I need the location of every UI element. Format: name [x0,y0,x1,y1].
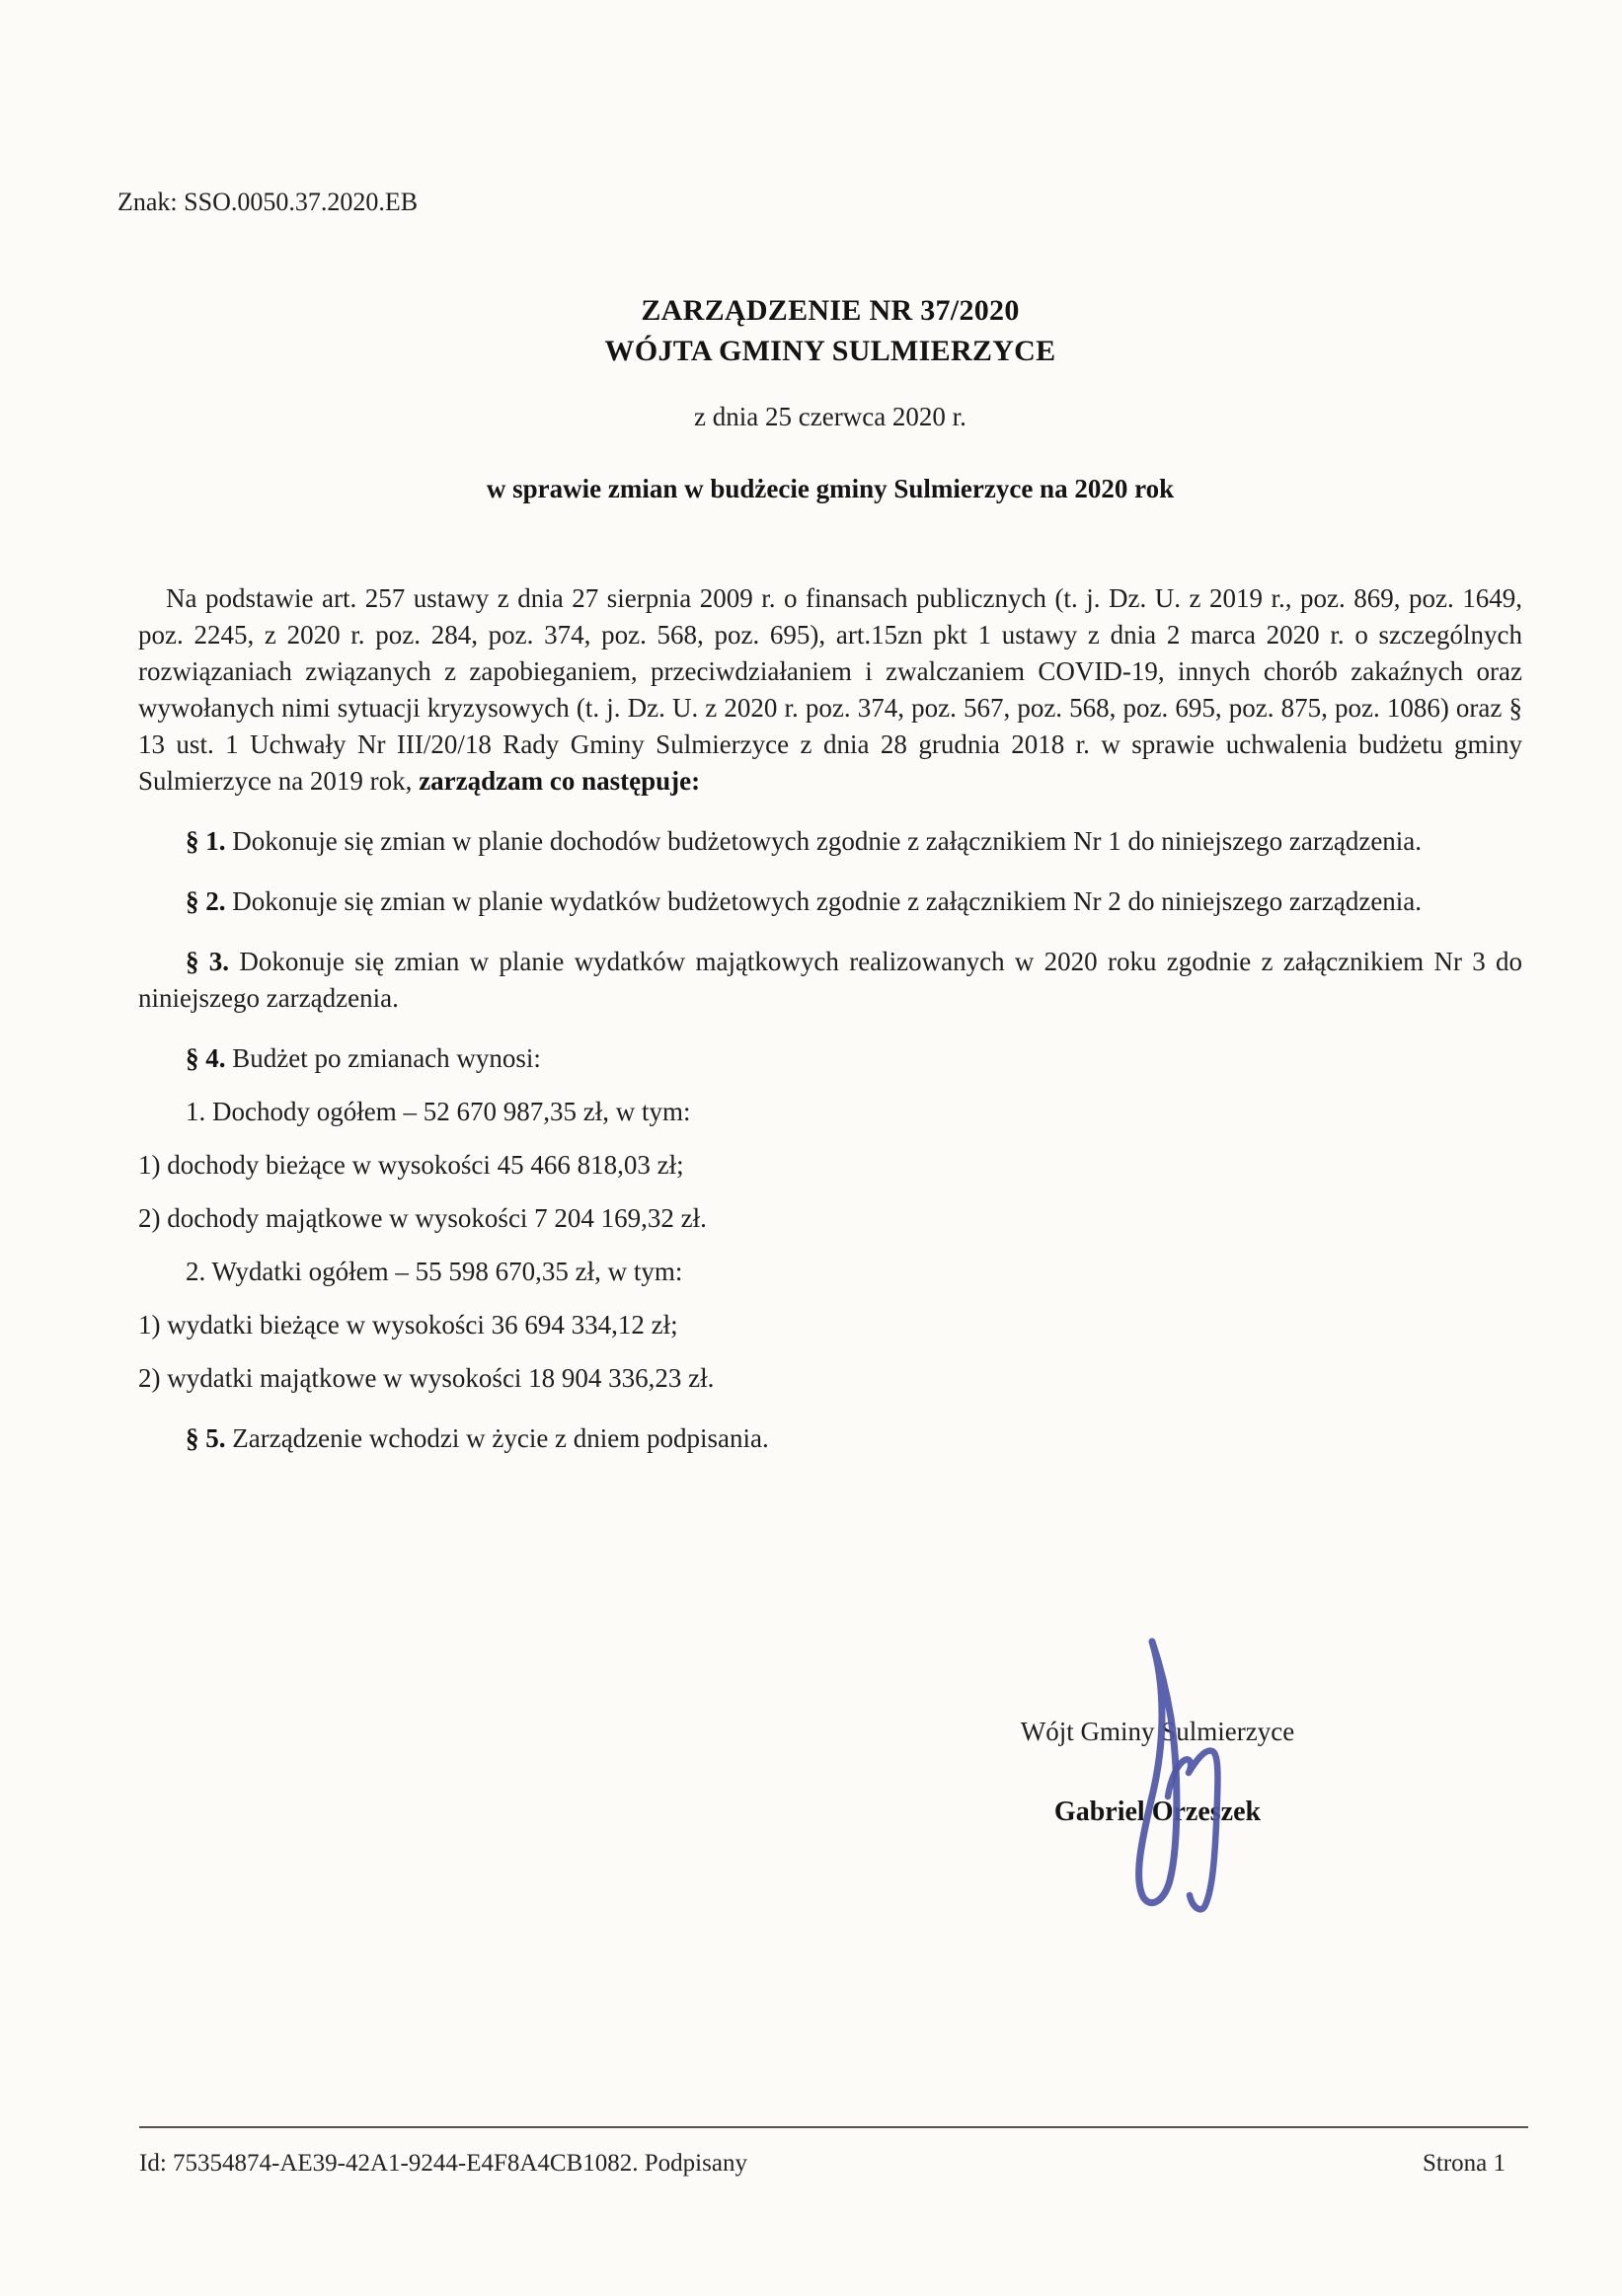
budget-item: 1. Dochody ogółem – 52 670 987,35 zł, w tym: [186,1097,691,1126]
paragraph-4 [138,1040,1522,1077]
document-title-line2: WÓJTA GMINY SULMIERZYCE [604,335,1056,367]
preamble-paragraph [138,580,1522,800]
document-body [138,580,1522,1457]
budget-item: 2) dochody majątkowe w wysokości 7 204 169,32 zł. [138,1203,707,1233]
paragraph-2-label: § 2. [186,886,226,916]
document-title-line1: ZARZĄDZENIE NR 37/2020 [641,294,1020,327]
budget-item: 2) wydatki majątkowe w wysokości 18 904 336,23 zł. [138,1363,715,1393]
signer-role: Wójt Gminy Sulmierzyce [1020,1717,1295,1746]
paragraph-1-label: § 1. [186,826,226,856]
preamble-closing: zarządzam co następuje: [419,766,701,796]
paragraph-2 [138,883,1522,920]
paragraph-4-text: Budżet po zmianach wynosi: [232,1043,541,1073]
budget-item: 2. Wydatki ogółem – 55 598 670,35 zł, w tym: [186,1257,683,1286]
footer-page-number: Strona 1 [1422,2150,1506,2177]
footer-document-id: Id: 75354874-AE39-42A1-9244-E4F8A4CB1082. Podpisany [139,2150,747,2177]
document-date: z dnia 25 czerwca 2020 r. [694,402,966,431]
paragraph-1-text: Dokonuje się zmian w planie dochodów budżetowych zgodnie z załącznikiem Nr 1 do niniejszego zarządzenia. [232,826,1423,856]
paragraph-5 [138,1420,1522,1457]
signer-name: Gabriel Orzeszek [1053,1797,1262,1827]
budget-item: 1) dochody bieżące w wysokości 45 466 818,03 zł; [138,1150,684,1180]
paragraph-3-label: § 3. [186,947,230,976]
paragraph-5-label: § 5. [186,1423,226,1453]
preamble-text: Na podstawie art. 257 ustawy z dnia 27 sierpnia 2009 r. o finansach publicznych (t. j. Dz. U. z 2019 r., poz. 869, poz. 1649, poz. 2245, z 2020 r. poz. 284, poz. 374, poz. 568, poz. 695), art.15zn pkt 1 ustawy z dnia 2 marca 2020 r. o szczególnych rozwiązaniach związanych z zapobieganiem, przeciwdziałaniem i zwalczaniem COVID-19, innych chorób zakaźnych oraz wywołanych nimi sytuacji kryzysowych (t. j. Dz. U. z 2020 r. poz. 374, poz. 567, poz. 568, poz. 695, poz. 875, poz. 1086) oraz § 13 ust. 1 Uchwały Nr III/20/18 Rady Gminy Sulmierzyce z dnia 28 grudnia 2018 r. w sprawie uchwalenia budżetu gminy Sulmierzyce na 2019 rok, [138,583,1522,796]
paragraph-3-text: Dokonuje się zmian w planie wydatków majątkowych realizowanych w 2020 roku zgodnie z załącznikiem Nr 3 do niniejszego zarządzenia. [138,947,1523,1013]
signature-block [943,1715,1372,1828]
paragraph-1 [138,823,1522,860]
paragraph-2-text: Dokonuje się zmian w planie wydatków budżetowych zgodnie z załącznikiem Nr 2 do niniejszego zarządzenia. [232,886,1423,916]
document-subject: w sprawie zmian w budżecie gminy Sulmierzyce na 2020 rok [486,474,1175,503]
paragraph-5-text: Zarządzenie wchodzi w życie z dniem podpisania. [232,1423,769,1453]
paragraph-3 [138,944,1522,1017]
budget-item: 1) wydatki bieżące w wysokości 36 694 334,12 zł; [138,1310,678,1339]
footer-divider [139,2126,1528,2128]
reference-number: Znak: SSO.0050.37.2020.EB [117,188,419,216]
document-title [138,290,1522,371]
page-footer [139,2150,1506,2178]
paragraph-4-label: § 4. [186,1043,226,1073]
